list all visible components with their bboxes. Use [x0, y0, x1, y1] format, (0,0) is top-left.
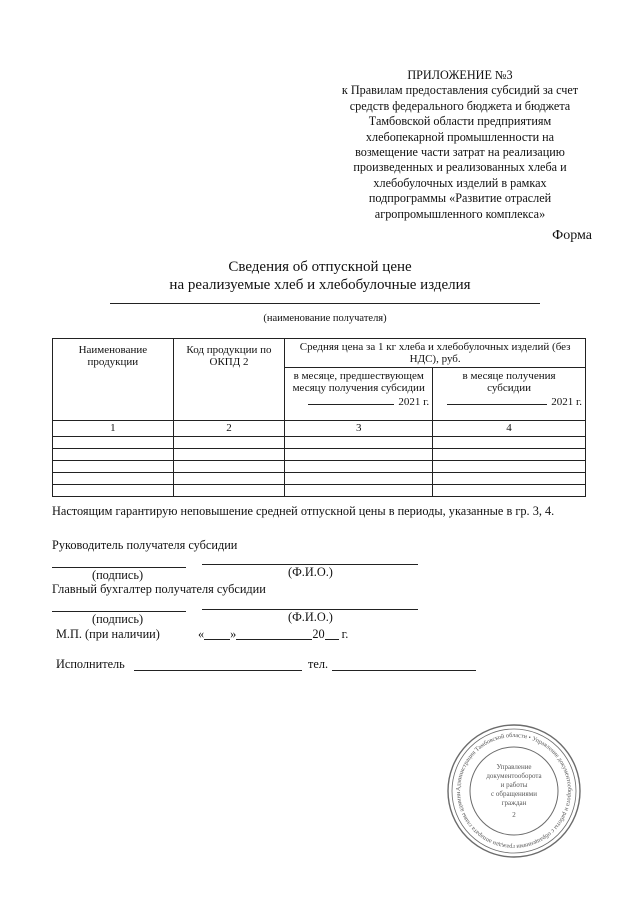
executor-line[interactable] [134, 670, 302, 671]
phone-label: тел. [308, 657, 329, 671]
header-okpd-code: Код продукции по ОКПД 2 [173, 339, 285, 421]
stamp-outer-text: Администрация Тамбовской области • Управление документооборота и работы с обращениями граждан аппарата главы админи [454, 731, 574, 851]
title-line-2: на реализуемые хлеб и хлебобулочные изделия [169, 277, 471, 293]
appendix-header [330, 68, 590, 222]
form-label: Форма [552, 228, 592, 243]
current-month-blank[interactable] [447, 404, 547, 405]
stamp-inner-line: Управление [496, 763, 532, 771]
table-cell[interactable] [285, 485, 433, 497]
table-cell[interactable] [173, 461, 285, 473]
current-month-text: в месяце получения субсидии [462, 370, 556, 394]
previous-month-text: в месяце, предшествующем месяцу получения субсидии [292, 370, 425, 394]
table-cell[interactable] [433, 485, 586, 497]
guarantee-statement: Настоящим гарантирую неповышение средней отпускной цены в периоды, указанные в гр. 3, 4. [52, 504, 555, 518]
table-row[interactable] [53, 485, 586, 497]
column-number: 4 [433, 421, 586, 437]
appendix-line: хлебобулочных изделий в рамках [373, 175, 547, 190]
appendix-line: подпрограммы «Развитие отраслей [368, 191, 552, 206]
appendix-line: произведенных и реализованных хлеба и [353, 160, 567, 175]
head-fio-caption: (Ф.И.О.) [288, 565, 333, 579]
table-row[interactable] [53, 437, 586, 449]
table-cell[interactable] [173, 437, 285, 449]
recipient-name-line[interactable] [110, 303, 540, 304]
recipient-caption: (наименование получателя) [263, 313, 387, 324]
table-cell[interactable] [173, 473, 285, 485]
table-cell[interactable] [173, 485, 285, 497]
date-year-blank[interactable] [325, 639, 339, 640]
seal-label: М.П. (при наличии) [56, 627, 160, 641]
table-cell[interactable] [285, 473, 433, 485]
table-cell[interactable] [53, 437, 174, 449]
document-title [140, 258, 500, 294]
column-number: 2 [173, 421, 285, 437]
table-row[interactable] [53, 449, 586, 461]
appendix-line: средств федерального бюджета и бюджета [349, 98, 571, 113]
stamp-inner-line: граждан [501, 799, 527, 807]
appendix-line: Тамбовской области предприятиям [368, 114, 552, 129]
column-number: 3 [285, 421, 433, 437]
table-cell[interactable] [53, 449, 174, 461]
table-cell[interactable] [53, 473, 174, 485]
appendix-line: агропромышленного комплекса» [374, 206, 546, 221]
stamp-inner-line: 2 [512, 811, 516, 819]
previous-month-blank[interactable] [308, 404, 394, 405]
table-cell[interactable] [433, 461, 586, 473]
official-stamp [446, 723, 582, 859]
table-cell[interactable] [433, 473, 586, 485]
stamp-inner-line: документооборота [486, 772, 542, 780]
table-cell[interactable] [285, 461, 433, 473]
column-number-row [53, 421, 586, 437]
table-cell[interactable] [53, 485, 174, 497]
title-line-1: Сведения об отпускной цене [228, 259, 412, 275]
date-day-blank[interactable] [204, 639, 230, 640]
date-field: « » 20 г. [198, 627, 349, 641]
head-signature-caption: (подпись) [92, 568, 144, 582]
accountant-signature-caption: (подпись) [92, 612, 144, 626]
phone-line[interactable] [332, 670, 476, 671]
table-cell[interactable] [433, 449, 586, 461]
table-cell[interactable] [433, 437, 586, 449]
previous-month-year: 2021 г. [398, 396, 430, 408]
chief-accountant-label: Главный бухгалтер получателя субсидии [52, 582, 266, 596]
header-average-price: Средняя цена за 1 кг хлеба и хлебобулочных изделий (без НДС), руб. [285, 339, 586, 368]
table-row[interactable] [53, 473, 586, 485]
appendix-line: возмещение части затрат на реализацию [355, 145, 565, 160]
stamp-inner-line: с обращениями [491, 790, 537, 798]
header-current-month [433, 368, 586, 421]
date-month-blank[interactable] [236, 639, 312, 640]
stamp-inner-line: и работы [500, 781, 528, 789]
accountant-fio-caption: (Ф.И.О.) [288, 610, 333, 624]
appendix-title: ПРИЛОЖЕНИЕ №3 [407, 68, 513, 82]
appendix-line: к Правилам предоставления субсидий за счет [341, 83, 579, 98]
header-product-name: Наименование продукции [53, 339, 174, 421]
table-cell[interactable] [53, 461, 174, 473]
table-cell[interactable] [285, 449, 433, 461]
current-month-year: 2021 г. [551, 396, 582, 408]
price-table [52, 338, 586, 497]
header-previous-month [285, 368, 433, 421]
appendix-line: хлебопекарной промышленности на [365, 129, 555, 144]
table-row[interactable] [53, 461, 586, 473]
executor-label: Исполнитель [56, 657, 125, 671]
table-cell[interactable] [173, 449, 285, 461]
head-label: Руководитель получателя субсидии [52, 538, 238, 552]
column-number: 1 [53, 421, 174, 437]
table-cell[interactable] [285, 437, 433, 449]
